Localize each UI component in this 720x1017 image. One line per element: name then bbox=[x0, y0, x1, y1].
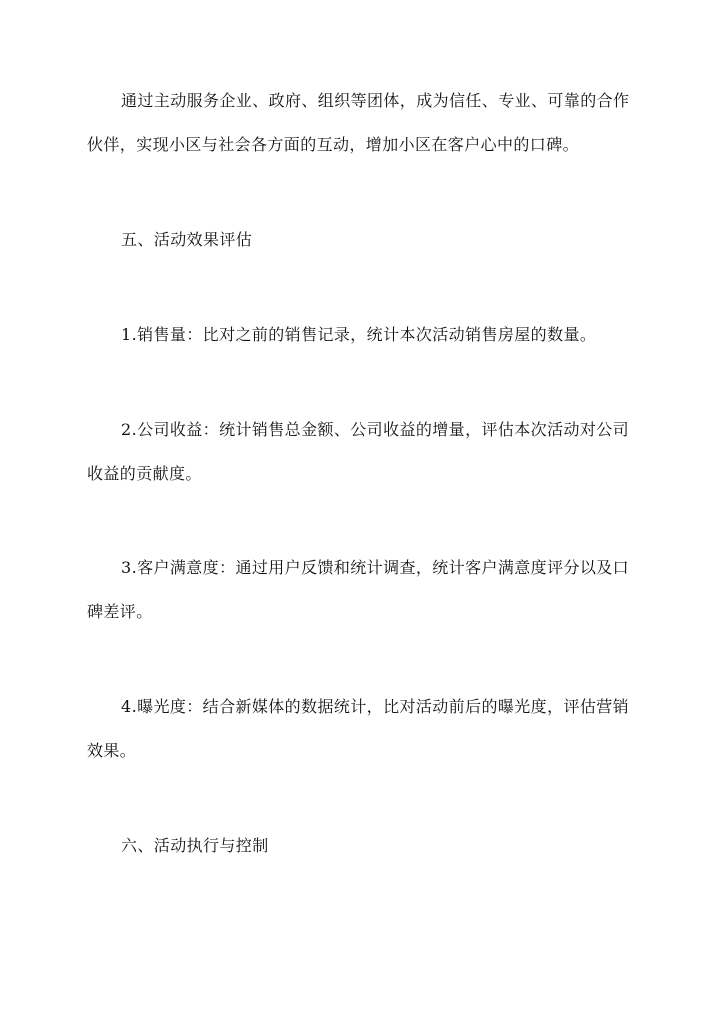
section-heading-effect-evaluation: 五、活动效果评估 bbox=[121, 230, 253, 249]
list-item-customer-satisfaction: 3.客户满意度：通过用户反馈和统计调查，统计客户满意度评分以及口碑差评。 bbox=[87, 558, 630, 621]
section-heading-execution-control: 六、活动执行与控制 bbox=[121, 836, 269, 855]
intro-paragraph: 通过主动服务企业、政府、组织等团体，成为信任、专业、可靠的合作伙伴，实现小区与社会各方面的互动，增加小区在客户心中的口碑。 bbox=[87, 91, 630, 154]
list-item-exposure: 4.曝光度：结合新媒体的数据统计，比对活动前后的曝光度，评估营销效果。 bbox=[87, 697, 630, 760]
list-item-company-revenue: 2.公司收益：统计销售总金额、公司收益的增量，评估本次活动对公司收益的贡献度。 bbox=[87, 420, 630, 483]
list-item-sales-volume: 1.销售量：比对之前的销售记录，统计本次活动销售房屋的数量。 bbox=[121, 325, 597, 344]
